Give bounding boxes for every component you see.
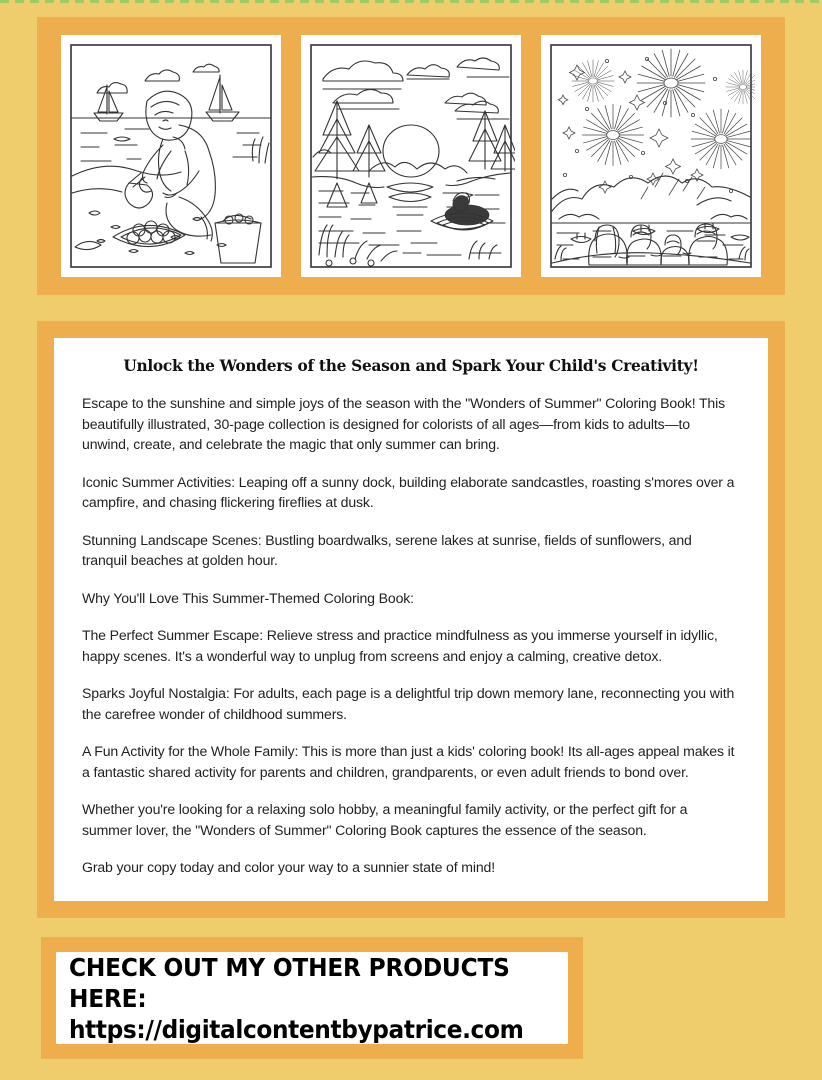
coloring-card-fireworks[interactable] <box>541 35 761 277</box>
cta-heading: CHECK OUT MY OTHER PRODUCTS HERE: <box>69 952 510 1013</box>
top-guide-line <box>0 0 822 3</box>
gallery-panel <box>37 17 785 295</box>
description-paragraph-9: Grab your copy today and color your way to a sunnier state of mind! <box>82 859 495 875</box>
cta-sheet <box>56 952 568 1044</box>
lake-sunrise-coloring-page <box>307 41 515 271</box>
description-paragraph-5: The Perfect Summer Escape: Relieve stress and practice mindfulness as you immerse yourself in idyllic, happy scenes. It's a wonderful way to unplug from screens and enjoy a calming, creative detox. <box>82 627 718 664</box>
description-panel <box>37 321 785 918</box>
description-paragraph-4: Why You'll Love This Summer-Themed Coloring Book: <box>82 589 414 606</box>
cta-url-link[interactable]: https://digitalcontentbypatrice.com <box>69 1014 524 1044</box>
description-paragraph-1: Escape to the sunshine and simple joys of the season with the "Wonders of Summer" Coloring Book! This beautifully illustrated, 30-page collection is designed for colorists of all ages—from kids to adults—to unwind, create, and celebrate the magic that only summer can bring. <box>82 395 725 452</box>
description-paragraph-7: A Fun Activity for the Whole Family: This is more than just a kids' coloring book! Its all-ages appeal makes it a fantastic shared activity for parents and children, grandparents, or even adult friends to bond over. <box>82 743 735 780</box>
fireworks-family-coloring-page <box>547 41 755 271</box>
cta-panel[interactable] <box>41 937 583 1059</box>
description-paragraph-3: Stunning Landscape Scenes: Bustling boardwalks, serene lakes at sunrise, fields of sunflowers, and tranquil beaches at golden hour. <box>82 531 692 568</box>
description-sheet <box>54 338 768 901</box>
description-title: Unlock the Wonders of the Season and Spark Your Child's Creativity! <box>123 356 699 375</box>
description-paragraph-8: Whether you're looking for a relaxing solo hobby, a meaningful family activity, or the perfect gift for a summer lover, the "Wonders of Summer" Coloring Book captures the essence of the season. <box>82 801 688 838</box>
description-paragraph-2: Iconic Summer Activities: Leaping off a sunny dock, building elaborate sandcastles, roasting s'mores over a campfire, and chasing flickering fireflies at dusk. <box>82 473 735 510</box>
beach-sandcastle-coloring-page <box>67 41 275 271</box>
description-paragraph-6: Sparks Joyful Nostalgia: For adults, each page is a delightful trip down memory lane, reconnecting you with the carefree wonder of childhood summers. <box>82 685 735 722</box>
coloring-card-lake[interactable] <box>301 35 521 277</box>
coloring-card-beach[interactable] <box>61 35 281 277</box>
